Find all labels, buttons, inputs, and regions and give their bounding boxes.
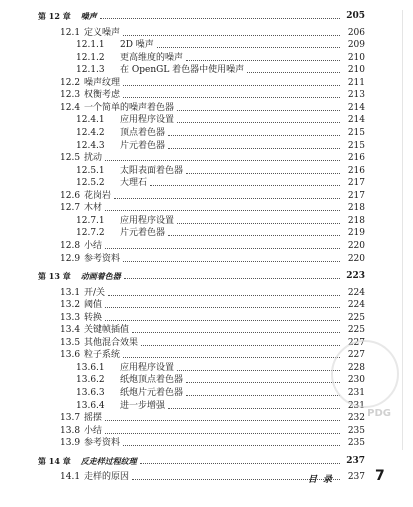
toc-page-number: 213	[347, 90, 365, 101]
toc-dot-leader	[100, 17, 340, 19]
footer-page-number: 7	[375, 468, 385, 484]
toc-chapter-entry	[0, 9, 413, 22]
toc-entry-title: 2D 噪声	[120, 40, 154, 51]
toc-dot-leader	[177, 369, 340, 371]
toc-page-number: 227	[347, 350, 365, 361]
toc-entry-number: 12.3	[60, 90, 81, 101]
toc-entry-title: 转换	[84, 312, 103, 323]
toc-page-number: 220	[347, 253, 365, 264]
toc-dot-leader	[186, 172, 340, 174]
toc-section-entry	[0, 286, 413, 299]
toc-dot-leader	[177, 222, 340, 224]
toc-page-number: 235	[347, 438, 365, 449]
toc-entry-title: 反走样过程纹理	[80, 455, 137, 466]
toc-entry-title: 顶点着色器	[120, 127, 166, 138]
toc-entry-number: 12.1.1	[76, 40, 105, 51]
toc-dot-leader	[124, 277, 340, 279]
toc-entry-number: 12.5	[60, 153, 81, 164]
toc-entry-title: 关键帧插值	[84, 325, 130, 336]
toc-page-number: 216	[347, 165, 365, 176]
toc-dot-leader	[105, 306, 340, 308]
toc-chapter-entry	[0, 269, 413, 282]
toc-entry-number: 13.7	[60, 413, 81, 424]
toc-page-number: 231	[347, 388, 365, 398]
toc-dot-leader	[123, 356, 340, 358]
toc-entry-number: 12.1	[60, 27, 81, 38]
toc-page-number: 237	[346, 455, 365, 466]
toc-dot-leader	[105, 159, 340, 161]
toc-page-number: 215	[347, 140, 365, 151]
toc-entry-number: 13.5	[60, 337, 81, 348]
toc-entry-number: 12.4	[60, 102, 81, 113]
toc-page-number: 232	[347, 413, 365, 424]
toc-section-entry	[0, 239, 413, 252]
toc-subsection-entry	[0, 176, 413, 189]
toc-dot-leader	[123, 260, 340, 262]
toc-dot-leader	[105, 209, 340, 211]
toc-page-number: 215	[347, 127, 365, 138]
toc-entry-number: 13.8	[60, 425, 81, 436]
toc-dot-leader	[150, 184, 340, 186]
toc-dot-leader	[132, 331, 340, 333]
toc-page-number: 224	[347, 287, 365, 298]
toc-entry-title: 木材	[84, 203, 103, 214]
toc-entry-number: 第 14 章	[38, 455, 71, 466]
toc-entry-title: 开/关	[84, 287, 106, 298]
toc-entry-number: 12.9	[60, 253, 81, 264]
toc-page-number: 214	[347, 115, 365, 126]
toc-entry-title: 花岗岩	[84, 190, 112, 201]
toc-entry-number: 13.4	[60, 325, 81, 336]
toc-dot-leader	[177, 109, 340, 111]
toc-page-number: 217	[347, 190, 365, 201]
toc-subsection-entry	[0, 38, 413, 51]
toc-entry-number: 12.1.2	[76, 52, 105, 63]
toc-entry-title: 小结	[84, 240, 103, 251]
toc-subsection-entry	[0, 63, 413, 76]
toc-section-entry	[0, 201, 413, 214]
toc-entry-title: 大理石	[120, 178, 148, 189]
toc-entry-number: 13.6.3	[76, 388, 105, 398]
toc-entry-number: 14.1	[60, 472, 81, 483]
toc-chapter-entry	[0, 454, 413, 467]
toc-page-number: 216	[347, 153, 365, 164]
toc-entry-title: 参考资料	[84, 438, 121, 449]
toc-page-number: 227	[347, 337, 365, 348]
toc-entry-number: 12.7	[60, 203, 81, 214]
watermark-seal	[331, 337, 399, 408]
toc-page-number: 209	[347, 40, 365, 51]
toc-dot-leader	[186, 381, 340, 383]
toc-dot-leader	[168, 147, 340, 149]
toc-entry-title: 参考资料	[84, 253, 121, 264]
toc-entry-number: 第 13 章	[38, 271, 71, 281]
toc-entry-number: 13.6	[60, 350, 81, 361]
toc-entry-title: 更高维度的噪声	[120, 52, 184, 63]
toc-entry-title: 粒子系统	[84, 350, 121, 361]
toc-entry-number: 12.4.3	[76, 140, 105, 151]
toc-entry-title: 扰动	[84, 153, 103, 164]
toc-dot-leader	[105, 247, 340, 249]
toc-section-entry	[0, 252, 413, 265]
toc-dot-leader	[114, 197, 340, 199]
toc-entry-title: 一个简单的噪声着色器	[84, 102, 175, 113]
toc-section-entry	[0, 424, 413, 437]
toc-section-entry	[0, 88, 413, 101]
toc-section-entry	[0, 436, 413, 449]
toc-entry-number: 12.8	[60, 240, 81, 251]
toc-dot-leader	[123, 84, 340, 86]
toc-entry-title: 纸炮顶点着色器	[120, 375, 184, 386]
toc-section-entry	[0, 411, 413, 424]
toc-dot-leader	[105, 432, 340, 434]
toc-dot-leader	[140, 462, 340, 464]
toc-section-entry	[0, 311, 413, 324]
toc-page-number: 235	[347, 425, 365, 436]
toc-entry-number: 12.1.3	[76, 65, 105, 76]
toc-entry-number: 13.6.1	[76, 362, 105, 373]
toc-dot-leader	[186, 394, 340, 396]
toc-dot-leader	[123, 34, 340, 36]
toc-page-number: 214	[347, 102, 365, 113]
toc-entry-title: 走样的原因	[84, 472, 130, 483]
toc-entry-number: 12.6	[60, 190, 81, 201]
toc-entry-title: 其他混合效果	[84, 337, 139, 348]
toc-dot-leader	[168, 134, 340, 136]
toc-section-entry	[0, 151, 413, 164]
toc-entry-title: 定义噪声	[84, 27, 121, 38]
toc-dot-leader	[105, 419, 340, 421]
toc-dot-leader	[123, 96, 340, 98]
toc-section-entry	[0, 76, 413, 89]
toc-page-number: 231	[347, 400, 365, 411]
toc-page-number: 210	[347, 65, 365, 76]
toc-entry-number: 第 12 章	[38, 11, 71, 21]
toc-entry-title: 应用程序设置	[120, 215, 175, 226]
toc-page-number: 219	[347, 228, 365, 239]
toc-subsection-entry	[0, 226, 413, 239]
toc-entry-title: 片元着色器	[120, 140, 166, 151]
watermark-text: PDG	[367, 408, 391, 419]
toc-subsection-entry	[0, 164, 413, 177]
toc-dot-leader	[123, 444, 340, 446]
toc-page-number: 211	[347, 77, 365, 88]
toc-page-number: 217	[347, 178, 365, 189]
toc-subsection-entry	[0, 139, 413, 152]
toc-entry-title: 片元着色器	[120, 228, 166, 239]
toc-page-number: 210	[347, 52, 365, 63]
toc-section-entry	[0, 298, 413, 311]
toc-entry-number: 13.3	[60, 312, 81, 323]
toc-entry-number: 13.6.4	[76, 400, 105, 411]
toc-entry-number: 12.7.2	[76, 228, 105, 239]
toc-page-number: 218	[347, 215, 365, 226]
toc-entry-number: 12.5.2	[76, 178, 105, 189]
toc-dot-leader	[177, 121, 340, 123]
toc-section-entry	[0, 323, 413, 336]
toc-section-entry	[0, 26, 413, 39]
toc-page-number: 205	[346, 11, 365, 21]
toc-entry-title: 应用程序设置	[120, 362, 175, 373]
footer-section-label: 目录	[308, 475, 339, 485]
toc-dot-leader	[247, 71, 340, 73]
toc-page-number: 223	[346, 271, 365, 281]
toc-entry-number: 13.2	[60, 300, 81, 311]
toc-entry-number: 12.4.1	[76, 115, 105, 126]
toc-entry-number: 13.9	[60, 438, 81, 449]
toc-entry-title: 小结	[84, 425, 103, 436]
toc-dot-leader	[168, 407, 340, 409]
toc-entry-title: 噪声	[80, 11, 97, 21]
toc-subsection-entry	[0, 113, 413, 126]
toc-page-number: 206	[347, 27, 365, 38]
toc-entry-number: 13.1	[60, 287, 81, 298]
toc-page-number: 220	[347, 240, 365, 251]
toc-entry-title: 噪声纹理	[84, 77, 121, 88]
toc-page-number: 224	[347, 300, 365, 311]
toc-entry-title: 纸炮片元着色器	[120, 388, 184, 398]
toc-entry-title: 权衡考虑	[84, 90, 121, 101]
toc-section-entry	[0, 470, 413, 483]
toc-entry-title: 在 OpenGL 着色器中使用噪声	[120, 65, 245, 76]
toc-page-number: 225	[347, 325, 365, 336]
toc-entry-number: 12.2	[60, 77, 81, 88]
toc-dot-leader	[108, 294, 340, 296]
toc-entry-number: 12.7.1	[76, 215, 105, 226]
toc-entry-title: 应用程序设置	[120, 115, 175, 126]
toc-subsection-entry	[0, 214, 413, 227]
toc-dot-leader	[157, 46, 340, 48]
toc-entry-title: 摇摆	[84, 413, 103, 424]
toc-dot-leader	[105, 319, 340, 321]
toc-section-entry	[0, 101, 413, 114]
toc-subsection-entry	[0, 126, 413, 139]
toc-page-number: 228	[347, 362, 365, 373]
toc-page-number: 237	[347, 472, 365, 483]
toc-entry-number: 12.5.1	[76, 165, 105, 176]
toc-dot-leader	[186, 59, 340, 61]
toc-page-number: 225	[347, 312, 365, 323]
toc-entry-number: 12.4.2	[76, 127, 105, 138]
toc-entry-title: 阈值	[84, 300, 103, 311]
toc-section-entry	[0, 189, 413, 202]
toc-dot-leader	[141, 344, 340, 346]
toc-entry-number: 13.6.2	[76, 375, 105, 386]
toc-subsection-entry	[0, 51, 413, 64]
toc-entry-title: 太阳表面着色器	[120, 165, 184, 176]
toc-dot-leader	[168, 234, 340, 236]
toc-page-number: 230	[347, 375, 365, 386]
toc-entry-title: 进一步增强	[120, 400, 166, 411]
toc-entry-title: 动画着色器	[80, 271, 121, 281]
toc-page-number: 218	[347, 203, 365, 214]
